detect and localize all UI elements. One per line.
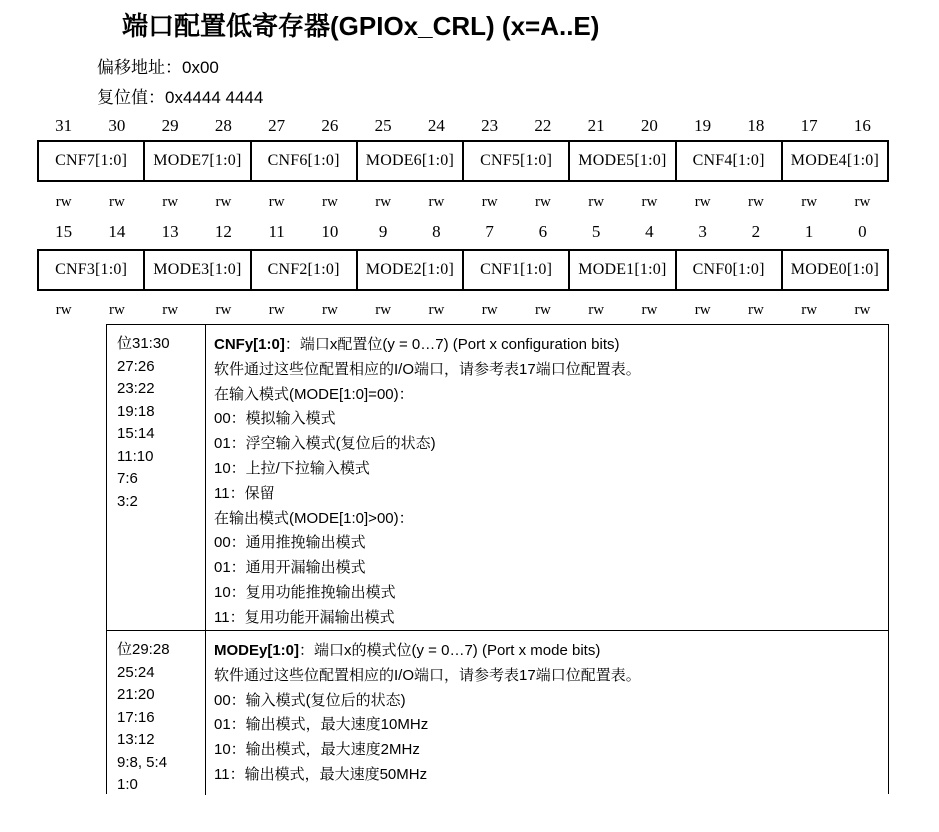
bit-range: 13:12: [117, 731, 155, 748]
access-label: rw: [854, 302, 871, 318]
bit-number: 29: [161, 116, 179, 135]
field-mode2: MODE2[1:0]: [358, 251, 464, 289]
access-label: rw: [215, 194, 232, 210]
bit-number: 30: [108, 116, 126, 135]
bit-range: 19:18: [117, 402, 155, 420]
cnf-heading: [214, 333, 888, 358]
access-label: rw: [268, 194, 285, 210]
bit-number: 10: [321, 222, 339, 241]
register-title: 端口配置低寄存器(GPIOx_CRL) (x=A..E): [122, 11, 600, 41]
field-cnf3: CNF3[1:0]: [39, 251, 145, 289]
bit-range: 25:24: [117, 663, 155, 681]
description-line: 软件通过这些位配置相应的I/O端口，请参考表17端口位配置表。: [214, 360, 641, 378]
mode-description-row: [107, 631, 888, 795]
bit-range: 位31:30: [117, 335, 170, 352]
bit-number: 18: [747, 116, 765, 135]
bit-number: 27: [268, 116, 286, 135]
bit-number: 14: [108, 222, 126, 241]
upper-bit-numbers: [37, 116, 889, 136]
access-label: rw: [534, 194, 551, 210]
access-label: rw: [588, 194, 605, 210]
bit-number: 17: [800, 116, 818, 135]
bit-number: 21: [587, 116, 605, 135]
description-line: 10：复用功能推挽输出模式: [214, 583, 396, 601]
bit-range: 1:0: [117, 776, 138, 793]
bit-range: 位29:28: [117, 641, 170, 658]
bit-number: 26: [321, 116, 339, 135]
description-line: 00：输入模式(复位后的状态): [214, 691, 406, 709]
access-label: rw: [801, 194, 818, 210]
access-label: rw: [321, 194, 338, 210]
field-mode4: MODE4[1:0]: [790, 152, 879, 169]
mode-heading-text: ：端口x的模式位(y = 0…7) (Port x mode bits): [299, 642, 601, 659]
field-mode7: MODE7[1:0]: [145, 142, 251, 180]
access-label: rw: [694, 302, 711, 318]
lower-register-fields: [37, 249, 889, 291]
description-line: 11：复用功能开漏输出模式: [214, 608, 395, 626]
bit-number: 9: [378, 222, 388, 241]
upper-access-row: [37, 194, 889, 211]
field-mode3: MODE3[1:0]: [145, 251, 251, 289]
bit-number: 7: [485, 222, 494, 241]
cnf-field-name: CNFy[1:0]: [214, 336, 285, 353]
access-label: rw: [747, 302, 764, 318]
bit-number: 28: [214, 116, 232, 135]
access-label: rw: [747, 194, 764, 210]
access-label: rw: [481, 194, 498, 210]
access-label: rw: [854, 194, 871, 210]
mode-field-name: MODEy[1:0]: [214, 642, 300, 659]
description-line: 在输入模式(MODE[1:0]=00)：: [214, 385, 414, 403]
description-line: 10：上拉/下拉输入模式: [214, 459, 370, 477]
description-line: 01：输出模式，最大速度10MHz: [214, 716, 429, 734]
bit-number: 25: [374, 116, 392, 135]
field-cnf2: CNF2[1:0]: [252, 251, 358, 289]
bit-number: 11: [268, 222, 285, 241]
access-label: rw: [321, 302, 338, 318]
cnf-description: [206, 325, 888, 630]
bit-range: 3:2: [117, 492, 138, 510]
bit-range: 21:20: [117, 686, 155, 703]
mode-heading: [214, 639, 888, 664]
description-line: 10：输出模式，最大速度2MHz: [214, 741, 420, 759]
description-line: 在输出模式(MODE[1:0]>00)：: [214, 509, 414, 527]
field-cnf0: CNF0[1:0]: [677, 251, 783, 289]
access-label: rw: [55, 194, 72, 210]
access-label: rw: [428, 302, 445, 318]
access-label: rw: [375, 194, 392, 210]
description-line: 00：通用推挽输出模式: [214, 534, 366, 552]
description-line: 11：保留: [214, 484, 275, 502]
access-label: rw: [641, 302, 658, 318]
access-label: rw: [268, 302, 285, 318]
reset-value: 复位值：0x4444 4444: [97, 88, 264, 107]
description-line: 01：通用开漏输出模式: [214, 559, 366, 577]
access-label: rw: [641, 194, 658, 210]
description-line: 00：模拟输入模式: [214, 410, 336, 428]
field-cnf7: CNF7[1:0]: [39, 142, 145, 180]
bit-range: 17:16: [117, 708, 155, 726]
bit-range: 27:26: [117, 357, 155, 375]
bit-description-table: [106, 324, 889, 794]
access-label: rw: [694, 194, 711, 210]
access-label: rw: [215, 302, 232, 318]
access-label: rw: [55, 302, 72, 318]
bit-number: 8: [432, 222, 441, 241]
access-label: rw: [162, 194, 179, 210]
lower-bit-numbers: [37, 222, 889, 242]
mode-description: [206, 631, 888, 795]
access-label: rw: [162, 302, 179, 318]
upper-register-fields: [37, 140, 889, 182]
offset-address: 偏移地址：0x00: [97, 58, 219, 77]
cnf-bit-positions: [107, 325, 206, 630]
access-label: rw: [481, 302, 498, 318]
field-cnf6: CNF6[1:0]: [252, 142, 358, 180]
bit-number: 1: [804, 222, 814, 241]
bit-number: 31: [55, 116, 73, 135]
access-label: rw: [108, 302, 125, 318]
description-line: 11：输出模式，最大速度50MHz: [214, 765, 428, 783]
bit-range: 7:6: [117, 470, 138, 487]
field-mode5: MODE5[1:0]: [570, 142, 676, 180]
description-line: 软件通过这些位配置相应的I/O端口，请参考表17端口位配置表。: [214, 666, 641, 684]
bit-number: 0: [858, 222, 867, 241]
cnf-heading-text: ：端口x配置位(y = 0…7) (Port x configuration bits): [284, 336, 620, 353]
access-label: rw: [588, 302, 605, 318]
field-mode1: MODE1[1:0]: [570, 251, 676, 289]
bit-number: 6: [538, 222, 548, 241]
mode-bit-positions: [107, 631, 206, 795]
access-label: rw: [375, 302, 392, 318]
access-label: rw: [534, 302, 551, 318]
access-label: rw: [428, 194, 445, 210]
bit-number: 20: [640, 116, 658, 135]
bit-range: 23:22: [117, 380, 155, 397]
description-line: 01：浮空输入模式(复位后的状态): [214, 435, 436, 453]
bit-range: 9:8, 5:4: [117, 753, 168, 771]
bit-number: 13: [161, 222, 179, 241]
bit-range: 11:10: [117, 447, 154, 465]
bit-number: 24: [427, 116, 445, 135]
bit-range: 15:14: [117, 425, 155, 442]
field-cnf1: CNF1[1:0]: [464, 251, 570, 289]
field-cnf5: CNF5[1:0]: [464, 142, 570, 180]
access-label: rw: [108, 194, 125, 210]
bit-number: 12: [214, 222, 232, 241]
lower-access-row: [37, 302, 889, 319]
access-label: rw: [801, 302, 818, 318]
bit-number: 4: [645, 222, 654, 241]
field-cnf4: CNF4[1:0]: [677, 142, 783, 180]
bit-number: 23: [481, 116, 499, 135]
bit-number: 5: [591, 222, 601, 241]
field-mode0: MODE0[1:0]: [790, 261, 879, 278]
bit-number: 15: [55, 222, 73, 241]
bit-number: 22: [534, 116, 552, 135]
cnf-description-row: [107, 325, 888, 631]
field-mode6: MODE6[1:0]: [358, 142, 464, 180]
bit-number: 16: [853, 116, 871, 135]
bit-number: 19: [694, 116, 712, 135]
bit-number: 3: [698, 222, 707, 241]
bit-number: 2: [751, 222, 761, 241]
